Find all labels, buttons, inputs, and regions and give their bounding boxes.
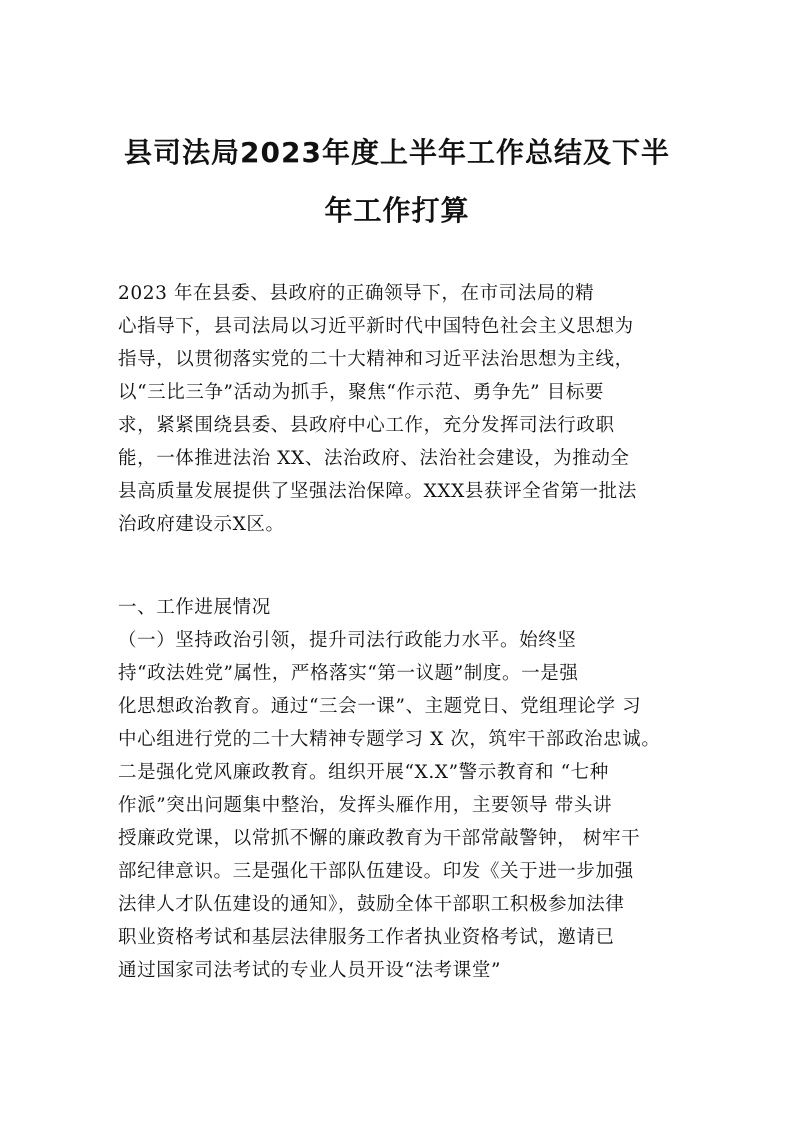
paragraph-line: 县高质量发展提供了坚强法治保障。XXX县获评全省第一批法 <box>118 481 637 502</box>
paragraph-line: 职业资格考试和基层法律服务工作者执业资格考试，邀请已 <box>118 927 615 948</box>
paragraph-line: 指导，以贯彻落实党的二十大精神和习近平法治思想为主线， <box>118 349 634 370</box>
paragraph-line: 能，一体推进法治 XX、法治政府、法治社会建设，为推动全 <box>118 448 630 469</box>
paragraph-line: 心指导下，县司法局以习近平新时代中国特色社会主义思想为 <box>118 316 634 337</box>
paragraph-line: 部纪律意识。三是强化干部队伍建设。印发《关于进一步加强 <box>118 861 634 882</box>
document-title-line-2: 年工作打算 <box>324 194 470 227</box>
paragraph-line: 作派”突出问题集中整治，发挥头雁作用，主要领导 带头讲 <box>118 795 613 816</box>
paragraph-line: 求，紧紧围绕县委、县政府中心工作，充分发挥司法行政职 <box>118 415 615 436</box>
paragraph-line: 治政府建设示X区。 <box>118 514 285 535</box>
paragraph-line: 以“三比三争”活动为抓手，聚焦“作示范、勇争先” 目标要 <box>118 382 605 403</box>
paragraph-line: 持“政法姓党”属性，严格落实“第一议题”制度。一是强 <box>118 663 579 684</box>
paragraph-line: （一）坚持政治引领，提升司法行政能力水平。始终坚 <box>118 630 577 651</box>
paragraph-line: 法律人才队伍建设的通知》，鼓励全体干部职工积极参加法律 <box>118 894 625 915</box>
paragraph-line: 二是强化党风廉政教育。组织开展“X.X”警示教育和 “七种 <box>118 762 609 783</box>
paragraph-line: 2023 年在县委、县政府的正确领导下，在市司法局的精 <box>118 283 595 304</box>
paragraph-line: 化思想政治教育。通过“三会一课”、主题党日、党组理论学 习 <box>118 696 642 717</box>
paragraph-line: 中心组进行党的二十大精神专题学习 X 次，筑牢干部政治忠诚。 <box>118 729 661 750</box>
section-heading: 一、工作进展情况 <box>118 597 271 618</box>
paragraph-line: 授廉政党课，以常抓不懈的廉政教育为干部常敲警钟， 树牢干 <box>118 828 641 849</box>
document-title-line-1: 县司法局2023年度上半年工作总结及下半 <box>124 136 670 169</box>
paragraph-line: 通过国家司法考试的专业人员开设“法考课堂” <box>118 960 502 981</box>
